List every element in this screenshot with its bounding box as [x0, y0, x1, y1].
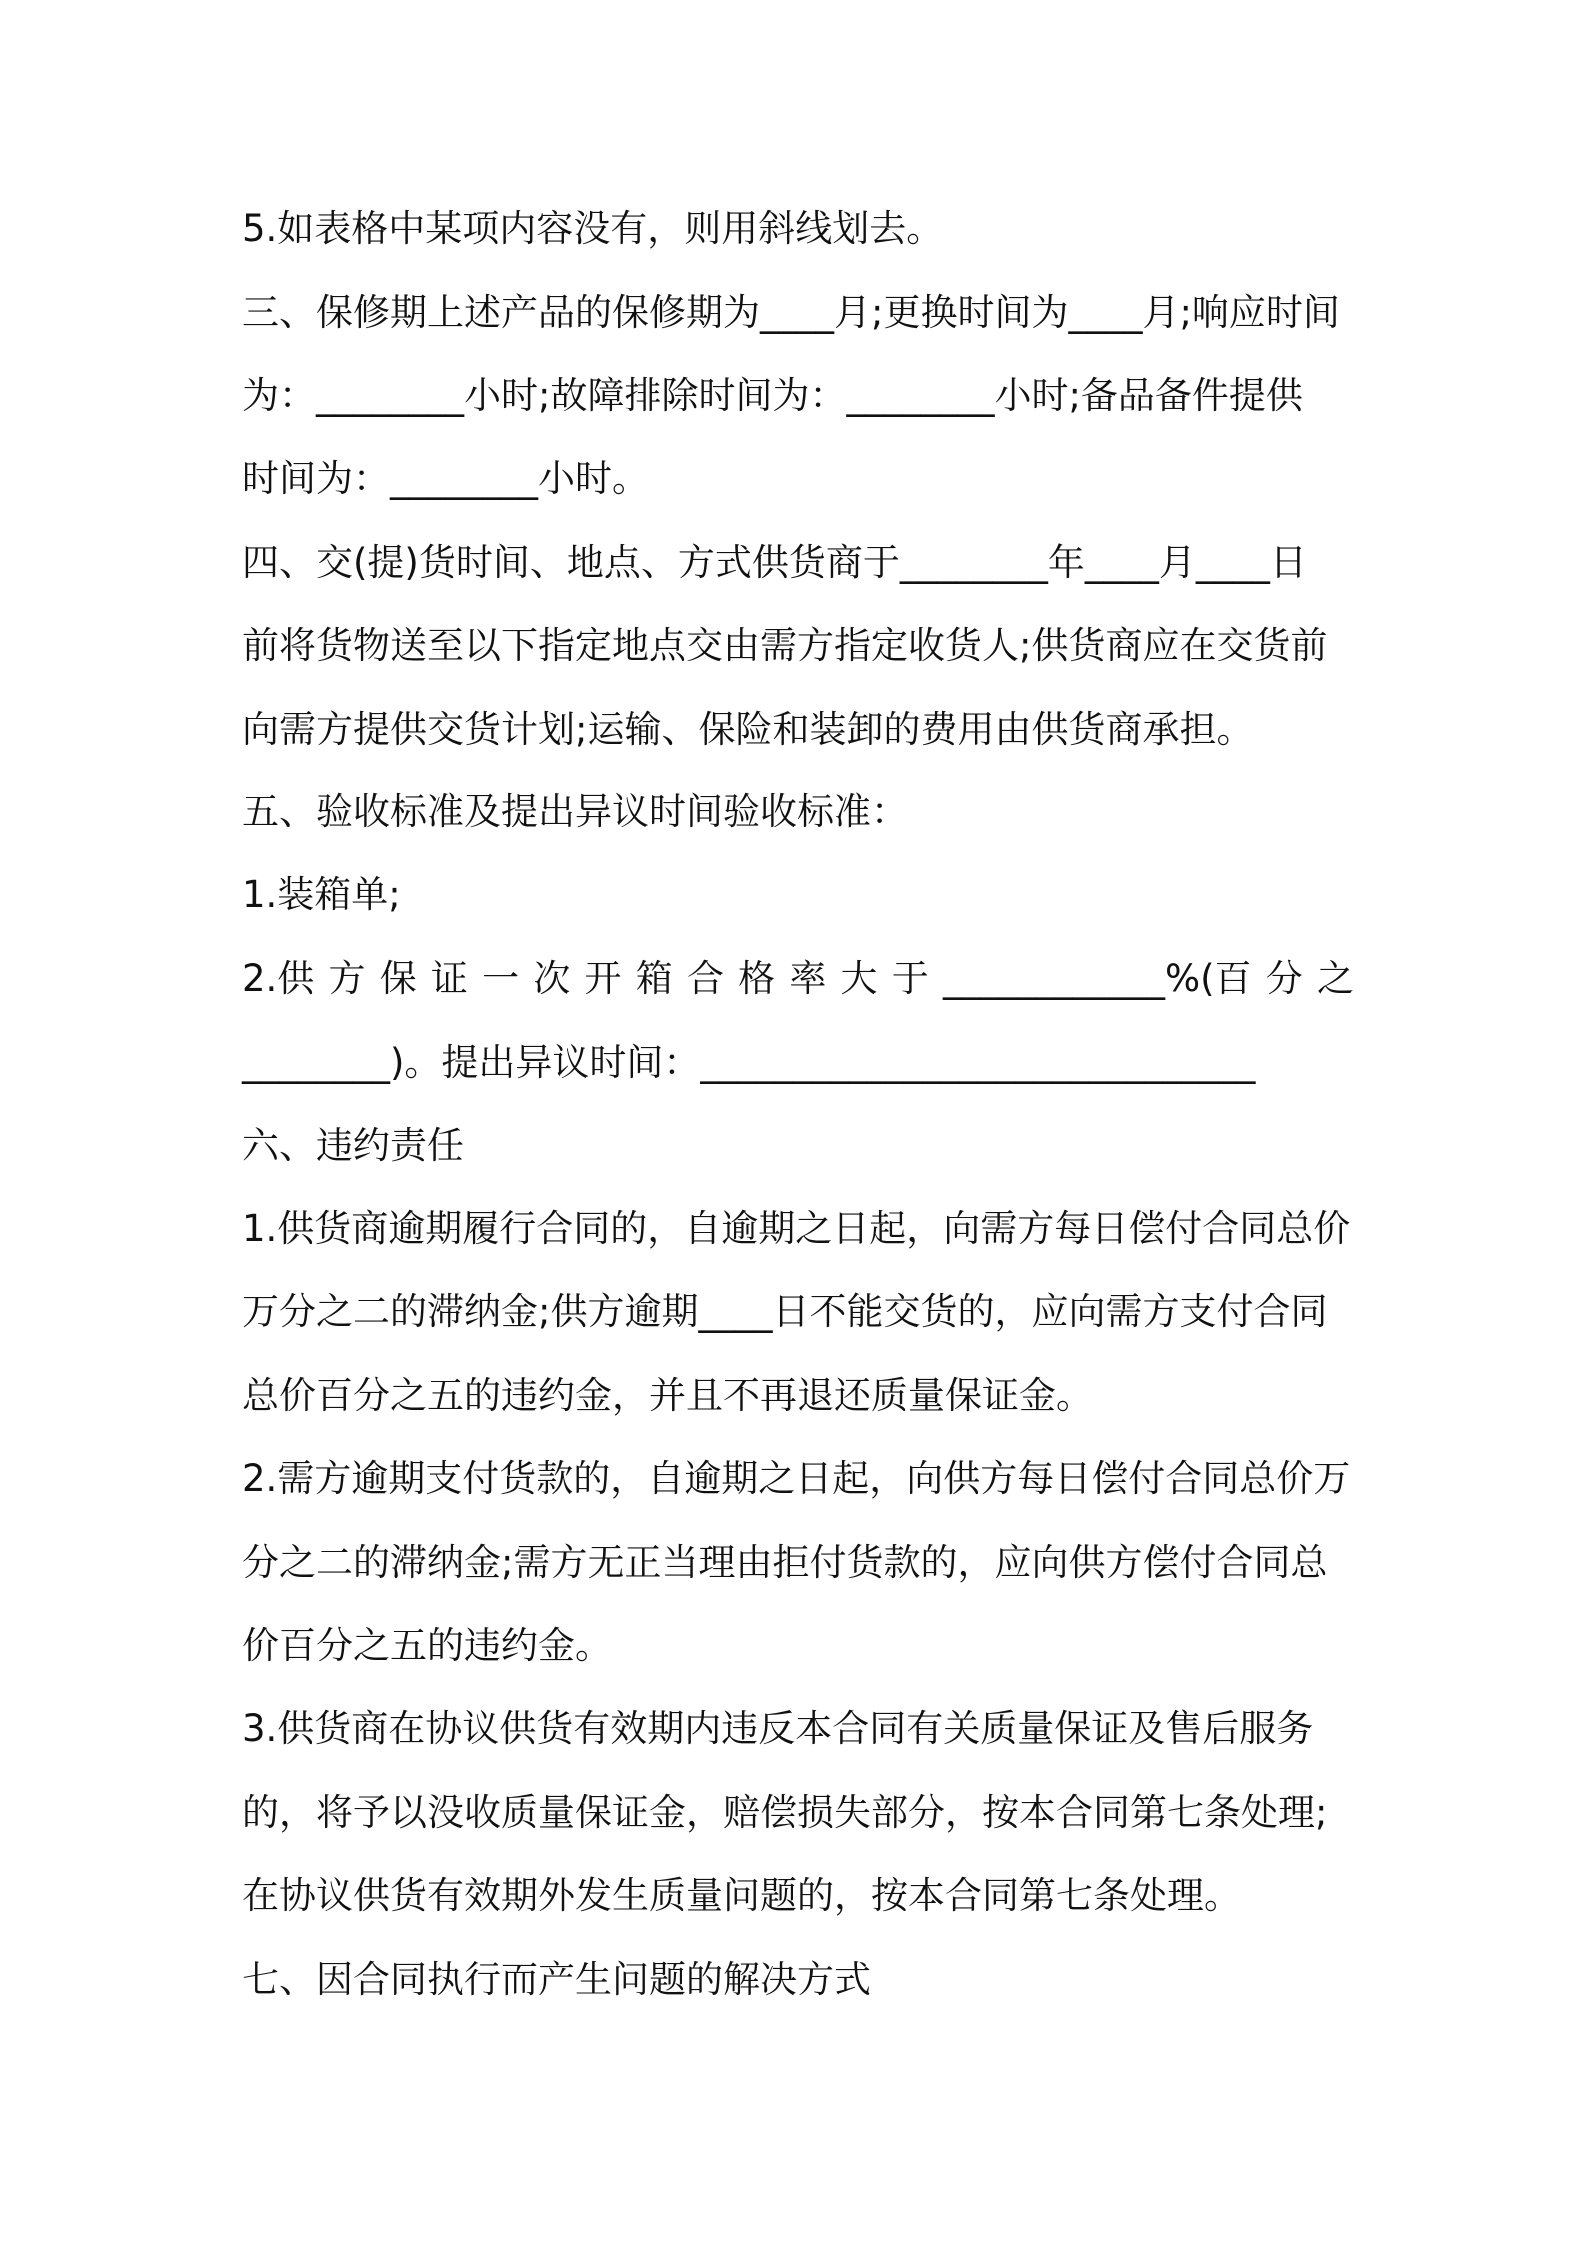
text-line: 3.供货商在协议供货有效期内违反本合同有关质量保证及售后服务	[242, 1707, 1314, 1750]
text-line: 万分之二的滞纳金;供方逾期____日不能交货的，应向需方支付合同	[242, 1290, 1328, 1333]
word: 于	[891, 957, 929, 1000]
word: 方	[328, 957, 366, 1000]
text-line: ________)。提出异议时间：______________________________	[242, 1041, 1256, 1084]
section-heading: 五、验收标准及提出异议时间验收标准：	[242, 790, 908, 833]
word: ____________%(百	[942, 957, 1252, 1000]
word: 之	[1316, 957, 1354, 1000]
text-line: 的，将予以没收质量保证金，赔偿损失部分，按本合同第七条处理;	[242, 1791, 1328, 1834]
text-line: 三、保修期上述产品的保修期为____月;更换时间为____月;响应时间	[242, 291, 1340, 334]
text-line: 向需方提供交货计划;运输、保险和装卸的费用由供货商承担。	[242, 708, 1254, 751]
text-line: 时间为：________小时。	[242, 457, 649, 500]
word: 格	[738, 957, 776, 1000]
text-line: 在协议供货有效期外发生质量问题的，按本合同第七条处理。	[242, 1874, 1241, 1917]
text-line: 为：________小时;故障排除时间为：________小时;备品备件提供	[242, 374, 1303, 417]
text-line: 四、交(提)货时间、地点、方式供货商于________年____月____日	[242, 541, 1307, 584]
word: 2.供	[242, 957, 315, 1000]
word: 一	[482, 957, 520, 1000]
word: 证	[430, 957, 468, 1000]
section-heading: 六、违约责任	[242, 1124, 464, 1167]
word: 分	[1265, 957, 1303, 1000]
text-line: 总价百分之五的违约金，并且不再退还质量保证金。	[242, 1374, 1093, 1417]
word: 箱	[635, 957, 673, 1000]
text-line: 价百分之五的违约金。	[242, 1624, 612, 1667]
word: 合	[686, 957, 724, 1000]
text-line-justified	[242, 956, 1354, 1002]
text-line: 5.如表格中某项内容没有，则用斜线划去。	[242, 207, 944, 250]
word: 率	[789, 957, 827, 1000]
text-line: 1.供货商逾期履行合同的，自逾期之日起，向需方每日偿付合同总价	[242, 1207, 1351, 1250]
word: 保	[379, 957, 417, 1000]
text-line: 前将货物送至以下指定地点交由需方指定收货人;供货商应在交货前	[242, 624, 1328, 667]
text-line: 2.需方逾期支付货款的，自逾期之日起，向供方每日偿付合同总价万	[242, 1457, 1351, 1500]
word: 开	[584, 957, 622, 1000]
text-line: 分之二的滞纳金;需方无正当理由拒付货款的，应向供方偿付合同总	[242, 1541, 1328, 1584]
word: 次	[533, 957, 571, 1000]
section-heading: 七、因合同执行而产生问题的解决方式	[242, 1958, 871, 2001]
word: 大	[840, 957, 878, 1000]
text-line: 1.装箱单;	[242, 873, 401, 916]
